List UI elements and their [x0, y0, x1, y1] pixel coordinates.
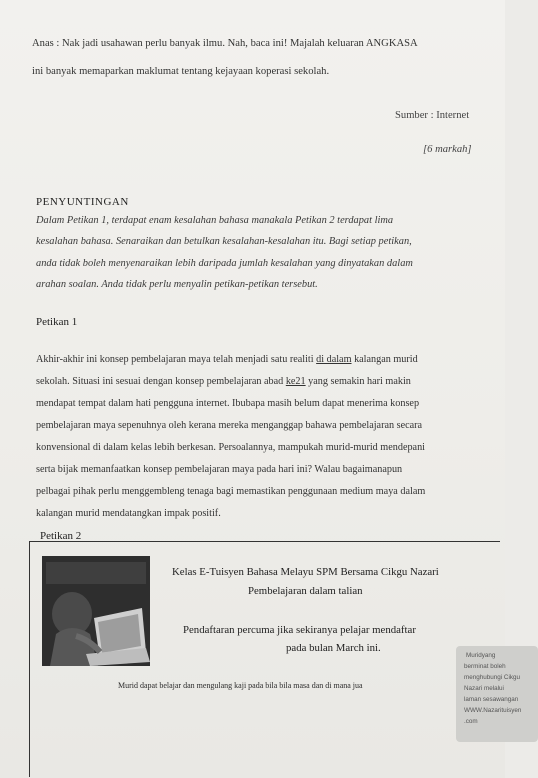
passage-text: kalangan murid — [351, 354, 418, 365]
instruction-line: kesalahan bahasa. Senaraikan dan betulkan kesalahan-kesalahan itu. Bagi setiap petikan, — [36, 236, 412, 247]
advert-subtitle: Pembelajaran dalam talian — [248, 585, 363, 597]
passage-line: pelbagai pihak perlu menggembleng tenaga bagi memastikan penggunaan medium maya dalam — [36, 486, 426, 497]
instruction-line: anda tidak boleh menyenaraikan lebih daripada jumlah kesalahan yang dinyatakan dalam — [36, 258, 413, 269]
petikan-2-label: Petikan 2 — [40, 530, 82, 542]
instruction-line: Dalam Petikan 1, terdapat enam kesalahan bahasa manakala Petikan 2 terdapat lima — [36, 215, 394, 226]
underlined-error: ke21 — [285, 376, 306, 387]
passage-line: mendapat tempat dalam hati pengguna internet. Ibubapa masih belum dapat menerima konsep — [36, 398, 420, 409]
passage-text: yang semakin hari makin — [305, 376, 411, 387]
passage-line: pembelajaran maya sepenuhnya oleh kerana mereka menganggap bahawa pembelajaran secara — [36, 420, 423, 431]
section-heading: PENYUNTINGAN — [36, 196, 129, 208]
advert-title: Kelas E-Tuisyen Bahasa Melayu SPM Bersama Cikgu Nazari — [172, 566, 439, 578]
sticky-note-line: menghubungi Cikgu — [464, 674, 521, 681]
advert-month: pada bulan March ini. — [286, 642, 381, 654]
passage-line — [36, 354, 418, 365]
passage-text: Akhir-akhir ini konsep pembelajaran maya telah menjadi satu realiti — [36, 354, 317, 365]
passage-text: sekolah. Situasi ini sesuai dengan konsep pembelajaran abad — [36, 376, 286, 387]
sticky-note-line: .com — [464, 718, 478, 725]
advert-free-registration: Pendaftaran percuma jika sekiranya pelajar mendaftar — [183, 624, 416, 636]
intro-line-2: ini banyak memaparkan maklumat tentang kejayaan koperasi sekolah. — [32, 66, 330, 77]
sticky-note-line: Muridyang — [466, 652, 496, 659]
advert-photo — [42, 556, 150, 666]
student-laptop-illustration — [42, 556, 150, 666]
intro-line-1: Anas : Nak jadi usahawan perlu banyak ilmu. Nah, baca ini! Majalah keluaran ANGKASA — [32, 38, 418, 49]
sticky-note-line: laman sesawangan — [464, 696, 519, 703]
sticky-note — [456, 646, 538, 742]
advert-footer: Murid dapat belajar dan mengulang kaji pada bila bila masa dan di mana jua — [118, 681, 363, 690]
instruction-line: arahan soalan. Anda tidak perlu menyalin petikan-petikan tersebut. — [36, 279, 318, 290]
passage-line: serta bijak memanfaatkan konsep pembelajaran maya pada hari ini? Walau bagaimanapun — [36, 464, 403, 475]
marks-label: [6 markah] — [423, 144, 472, 155]
petikan-1-label: Petikan 1 — [36, 316, 78, 328]
passage-line — [36, 376, 411, 387]
source-credit: Sumber : Internet — [395, 110, 470, 121]
sticky-note-line: Nazari melalui — [464, 685, 504, 692]
sticky-note-line: berminat boleh — [464, 663, 506, 670]
sticky-note-line: WWW.Nazarituisyen — [464, 707, 522, 714]
passage-line: kalangan murid mendatangkan impak positif. — [36, 508, 221, 519]
underlined-error: di dalam — [316, 354, 352, 365]
passage-line: konvensional di dalam kelas lebih berkesan. Persoalannya, mampukah murid-murid mendepani — [36, 442, 426, 453]
